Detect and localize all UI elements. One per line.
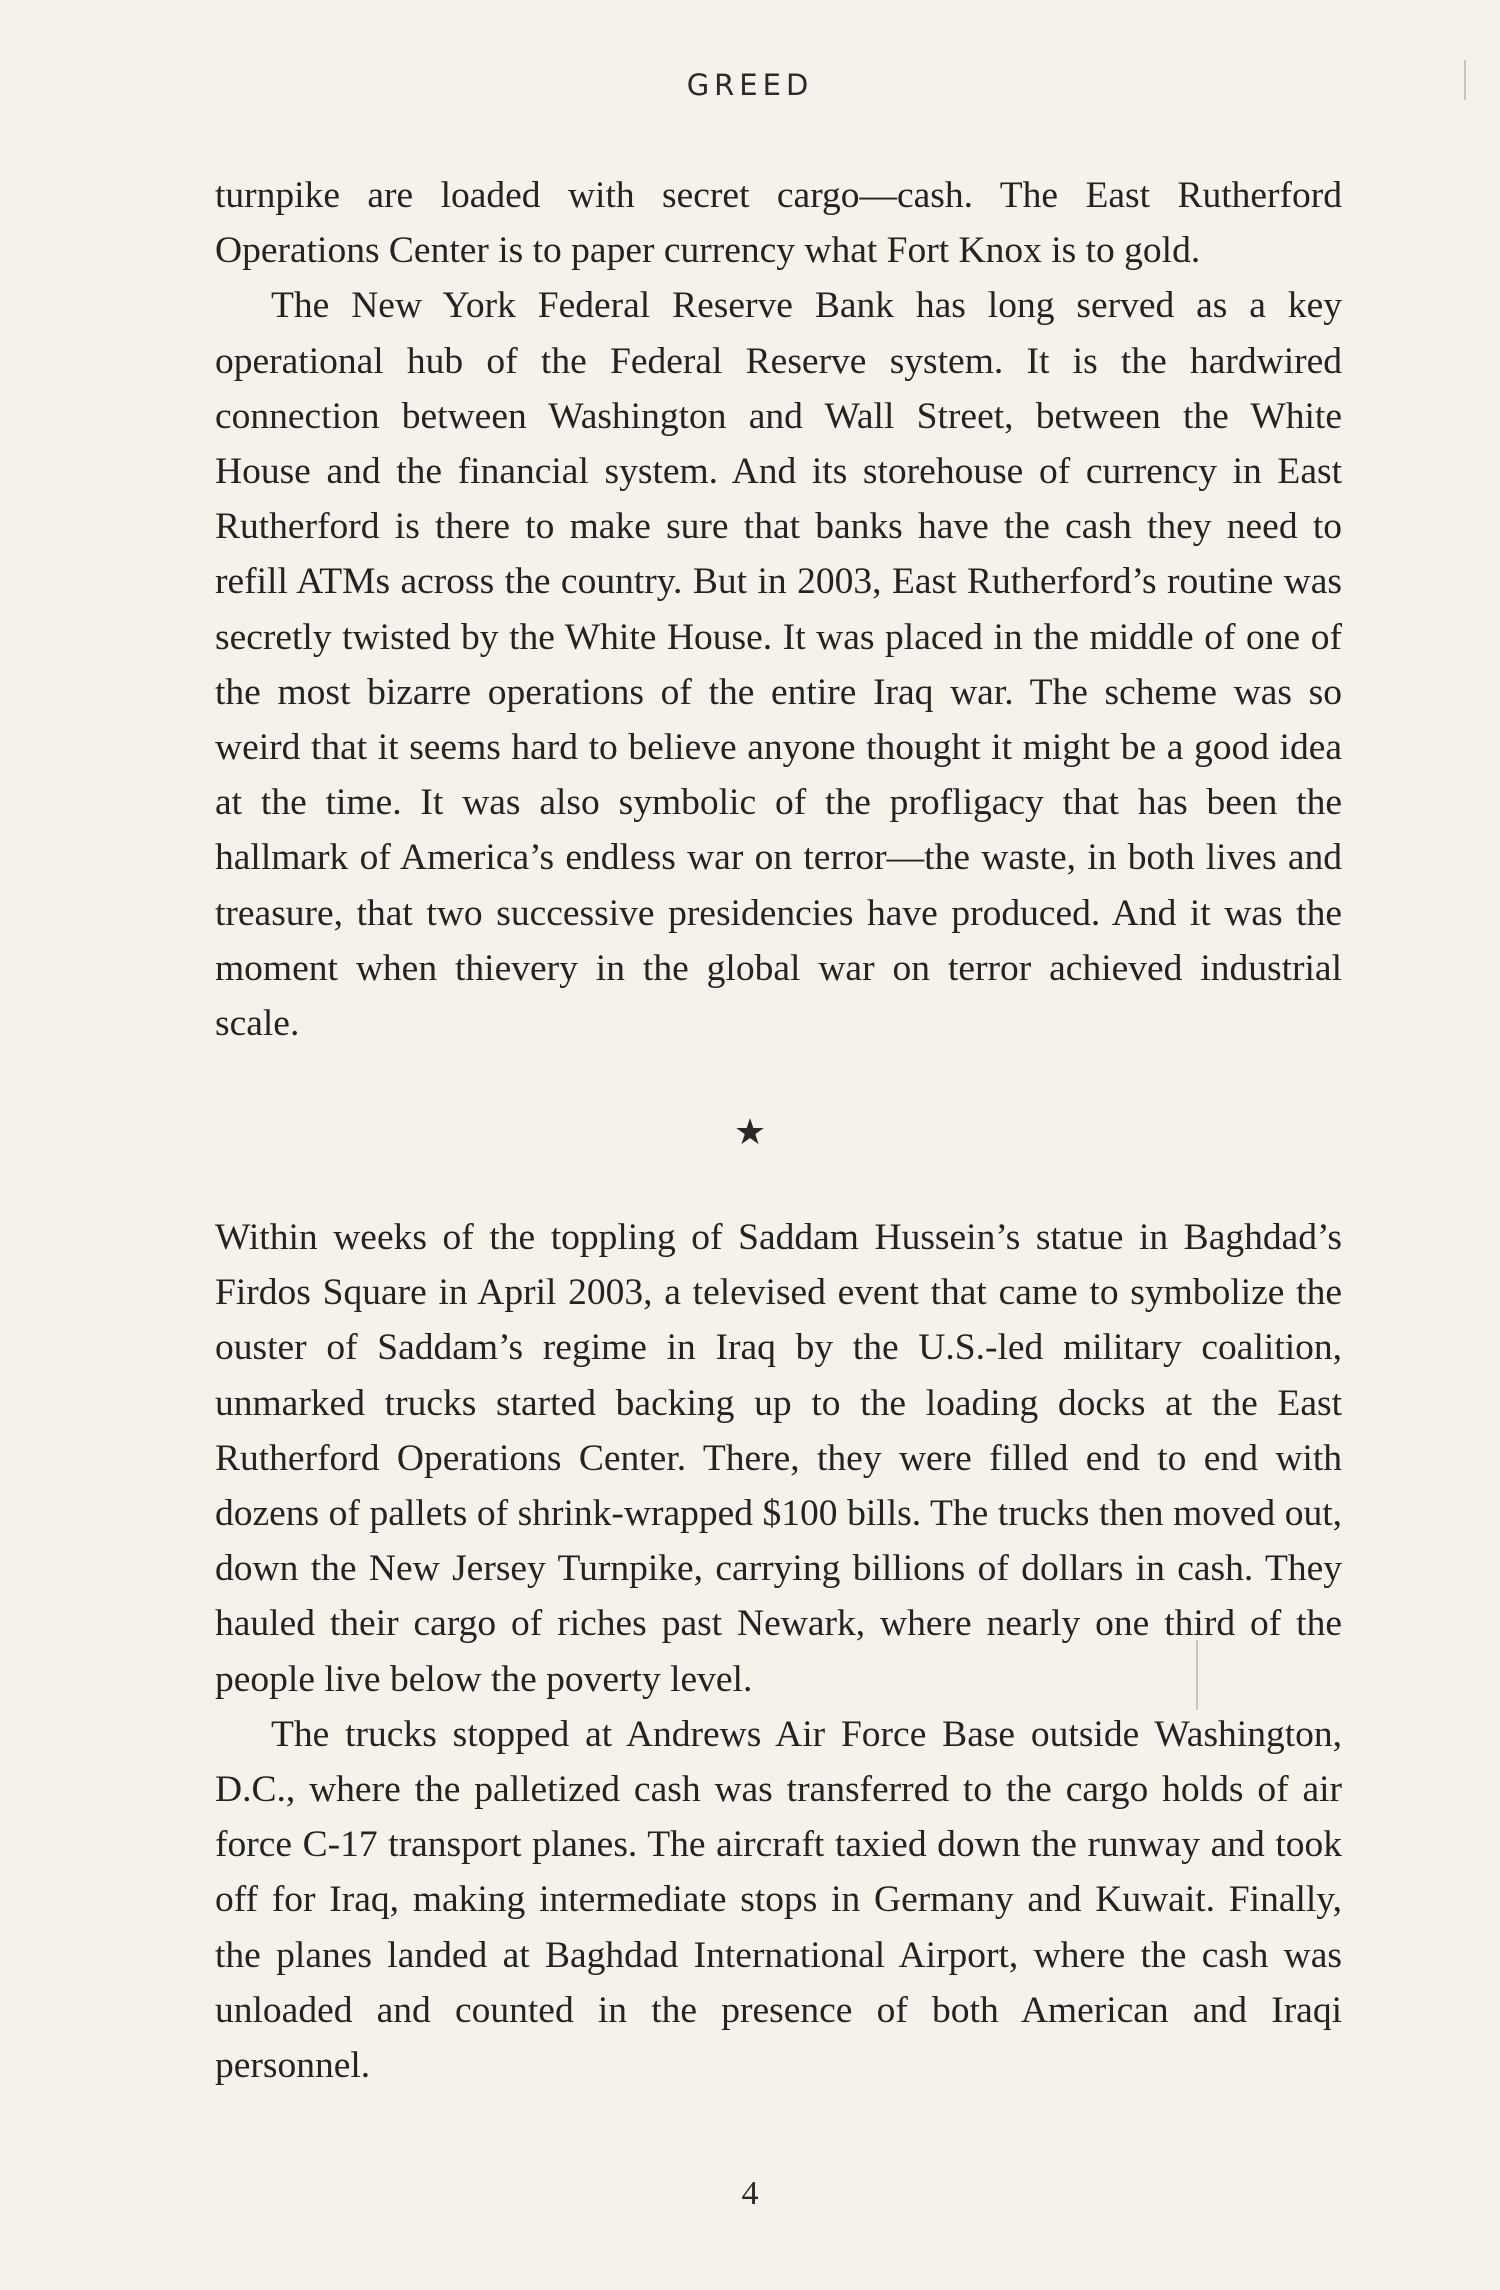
paragraph-continuation: turnpike are loaded with secret cargo—cash. The East Rutherford Operations Center is to paper currency what Fort Knox is to gold. bbox=[215, 175, 1342, 272]
text-block-bottom bbox=[215, 1210, 1342, 2093]
running-head: GREED bbox=[686, 68, 814, 102]
paragraph: The New York Federal Reserve Bank has long served as a key operational hub of the Federal Reserve system. It is the hardwired connection between Washington and Wall Street, between the White House and the financial system. And its storehouse of currency in East Rutherford is there to make sure that banks have the cash they need to refill ATMs across the country. But in 2003, East Rutherford’s routine was secretly twisted by the White House. It was placed in the middle of one of the most bizarre operations of the entire Iraq war. The scheme was so weird that it seems hard to believe anyone thought it might be a good idea at the time. It was also symbolic of the profligacy that has been the hallmark of America’s endless war on terror—the waste, in both lives and treasure, that two successive presidencies have produced. And it was the moment when thievery in the global war on terror achieved industrial scale. bbox=[215, 285, 1342, 1045]
section-break-star-icon: ★ bbox=[733, 1112, 767, 1153]
page-number: 4 bbox=[741, 2175, 759, 2212]
text-block-top bbox=[215, 168, 1342, 1051]
paragraph: The trucks stopped at Andrews Air Force Base outside Washington, D.C., where the palletized cash was transferred to the cargo holds of air force C-17 transport planes. The aircraft taxied down the runway and took off for Iraq, making intermediate stops in Germany and Kuwait. Finally, the planes landed at Baghdad International Airport, where the cash was unloaded and counted in the presence of both American and Iraqi personnel. bbox=[215, 1713, 1342, 2087]
paragraph-section-start: Within weeks of the toppling of Saddam Hussein’s statue in Baghdad’s Firdos Square in April 2003, a televised event that came to symbolize the ouster of Saddam’s regime in Iraq by the U.S.-led military coalition, unmarked trucks started backing up to the loading docks at the East Rutherford Operations Center. There, they were filled end to end with dozens of pallets of shrink-wrapped $100 bills. The trucks then moved out, down the New Jersey Turnpike, carrying billions of dollars in cash. They hauled their cargo of riches past Newark, where nearly one third of the people live below the poverty level. bbox=[215, 1217, 1342, 1700]
scan-artifact-line bbox=[1464, 60, 1466, 100]
scan-artifact-line bbox=[1196, 1640, 1198, 1710]
